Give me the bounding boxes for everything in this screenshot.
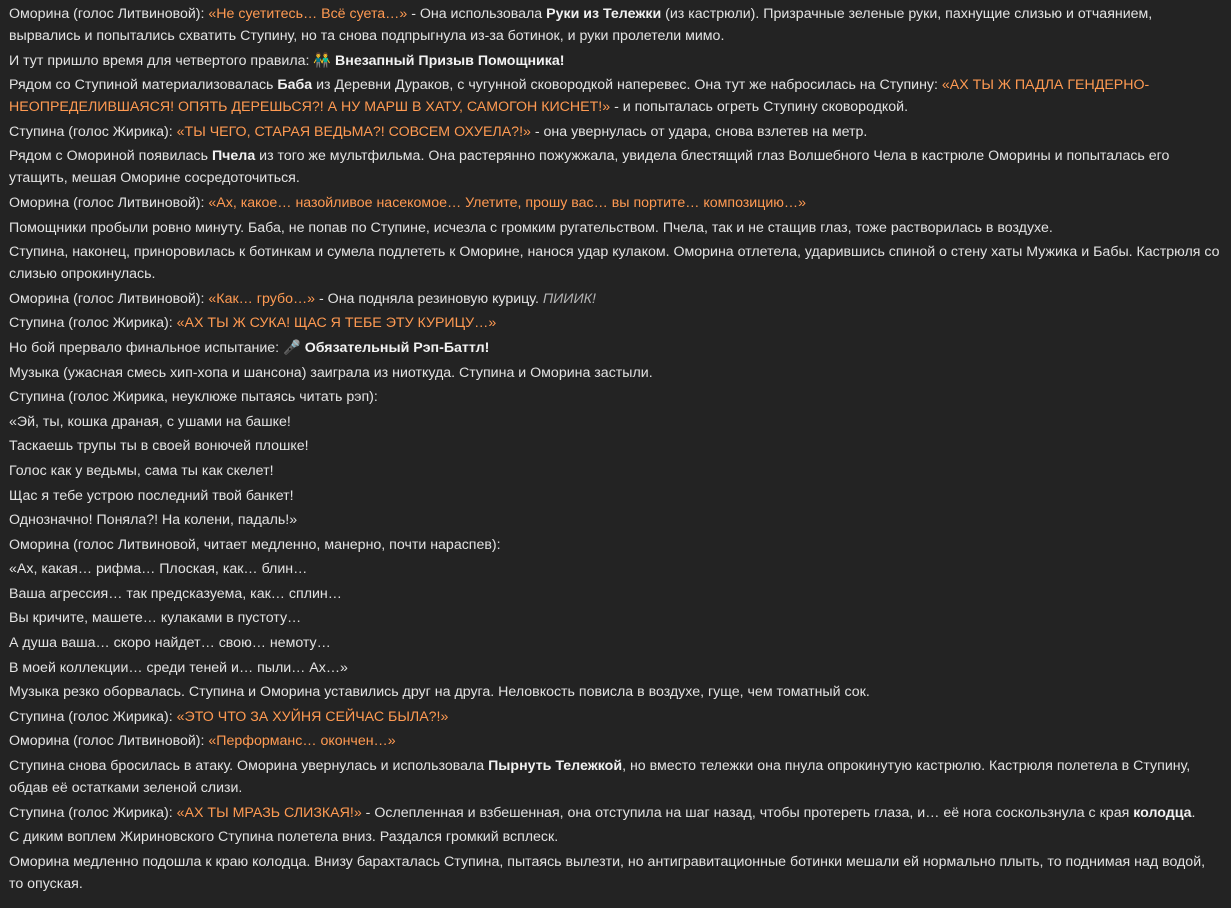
paragraph (9, 607, 1221, 629)
text-run: Помощники пробыли ровно минуту. Баба, не попав по Ступине, исчезла с громким ругательством. Пчела, так и не стащив глаз, тоже растворилась в воздухе. (9, 219, 1053, 236)
paragraph (9, 730, 1221, 752)
text-run: - Она использовала (407, 6, 547, 22)
text-run: Оморина (голос Литвиновой): (9, 194, 209, 211)
text-run: Однозначно! Поняла?! На колени, падаль!» (9, 512, 298, 529)
bold-text: Обязательный Рэп-Баттл! (304, 339, 490, 356)
text-run: , но вместо тележки она пнула опрокинутую кастрюлю. Кастрюля полетела в Ступину, обдав её остатками зеленой слизи. (9, 758, 1191, 797)
text-run: Ваша агрессия… так предсказуема, как… сплин… (9, 585, 342, 602)
paragraph (9, 288, 1221, 310)
paragraph (9, 435, 1221, 457)
bold-text: Пчела (211, 148, 256, 165)
paragraph (9, 121, 1221, 143)
bold-text: колодца (1133, 804, 1192, 821)
text-run: Оморина медленно подошла к краю колодца. Внизу барахталась Ступина, пытаясь вылезти, но антигравитационные ботинки мешали ей нормально плыть, то поднимая над водой, то опуская. (9, 853, 1206, 892)
text-run: Оморина (голос Литвиновой): (9, 6, 209, 22)
text-run: - она увернулась от удара, снова взлетев на метр. (530, 123, 868, 140)
text-run: «Эй, ты, кошка драная, с ушами на башке! (9, 413, 291, 430)
text-run: «Ах, какая… рифма… Плоская, как… блин… (9, 561, 308, 578)
paragraph (9, 337, 1221, 359)
text-run: Рядом с Омориной появилась (9, 148, 212, 165)
bold-text: Руки из Тележки (546, 6, 662, 22)
text-run: - Она подняла резиновую курицу. (315, 290, 543, 307)
text-run: (из кастрюли). Призрачные зеленые руки, пахнущие слизью и отчаянием, вырвались и попытались схватить Ступину, но та снова подпрыгнула из-за ботинок, и руки пролетели мимо. (9, 6, 1153, 44)
text-run: Ступина, наконец, приноровилась к ботинкам и сумела подлететь к Оморине, нанося удар кулаком. Оморина отлетела, ударившись спиной о стену хаты Мужика и Бабы. Кастрюля со слизью опрокинулась. (9, 244, 1220, 283)
paragraph (9, 386, 1221, 408)
text-run: Ступина (голос Жирика): (9, 315, 177, 332)
paragraph (9, 485, 1221, 507)
quote-text: «Ах, какое… назойливое насекомое… Улетите, прошу вас… вы портите… композицию…» (208, 194, 806, 211)
text-run: Рядом со Ступиной материализовалась (9, 77, 278, 94)
text-run: И тут пришло время для четвертого правила: 👬 (9, 52, 336, 69)
quote-text: «АХ ТЫ Ж ПАДЛА ГЕНДЕРНО-НЕОПРЕДЕЛИВШАЯСЯ! ОПЯТЬ ДЕРЕШЬСЯ?! А НУ МАРШ В ХАТУ, САМОГОН КИСНЕТ!» (9, 77, 1150, 116)
paragraph (9, 558, 1221, 580)
text-run: - и попыталась огреть Ступину сковородкой. (610, 99, 909, 116)
text-run: С диким воплем Жириновского Ступина полетела вниз. Раздался громкий всплеск. (9, 829, 559, 846)
paragraph (9, 583, 1221, 605)
paragraph (9, 362, 1221, 384)
text-run: Вы кричите, машете… кулаками в пустоту… (9, 610, 302, 627)
text-run: В моей коллекции… среди теней и… пыли… Ах…» (9, 659, 348, 676)
bold-text: Баба (277, 77, 313, 94)
text-run: Ступина (голос Жирика, неуклюже пытаясь читать рэп): (9, 389, 378, 406)
quote-text: «ТЫ ЧЕГО, СТАРАЯ ВЕДЬМА?! СОВСЕМ ОХУЕЛА?!» (176, 123, 531, 140)
text-run: Оморина (голос Литвиновой, читает медленно, манерно, почти нараспев): (9, 536, 501, 553)
quote-text: «АХ ТЫ МРАЗЬ СЛИЗКАЯ!» (176, 804, 362, 821)
quote-text: «Перформанс… окончен…» (208, 733, 396, 750)
paragraph (9, 851, 1221, 895)
quote-text: «АХ ТЫ Ж СУКА! ЩАС Я ТЕБЕ ЭТУ КУРИЦУ…» (176, 315, 497, 332)
text-run: Ступина (голос Жирика): (9, 123, 177, 140)
text-run: Музыка (ужасная смесь хип-хопа и шансона) заиграла из ниоткуда. Ступина и Оморина застыли. (9, 364, 653, 381)
paragraph (9, 192, 1221, 214)
text-run: из того же мультфильма. Она растерянно пожужжала, увидела блестящий глаз Волшебного Чела в кастрюле Оморины и попыталась его утащить, мешая Оморине сосредоточиться. (9, 148, 1170, 187)
text-run: из Деревни Дураков, с чугунной сковородкой наперевес. Она тут же набросилась на Ступину: (312, 77, 942, 94)
paragraph (9, 681, 1221, 703)
text-run: . (1191, 804, 1196, 821)
paragraph (9, 411, 1221, 433)
italic-text: ПИИИК! (542, 290, 596, 307)
text-run: Ступина (голос Жирика): (9, 708, 177, 725)
quote-text: «Не суетитесь… Всё суета…» (208, 6, 408, 22)
paragraph (9, 241, 1221, 285)
text-run: Но бой прервало финальное испытание: 🎤 (9, 339, 305, 356)
paragraph (9, 460, 1221, 482)
bold-text: Внезапный Призыв Помощника! (335, 52, 565, 69)
bold-text: Пырнуть Тележкой (488, 758, 623, 775)
paragraph (9, 217, 1221, 239)
text-run: Ступина снова бросилась в атаку. Оморина увернулась и использовала (9, 758, 489, 775)
paragraph (9, 826, 1221, 848)
paragraph (9, 657, 1221, 679)
paragraph (9, 145, 1221, 189)
paragraph (9, 3, 1221, 47)
paragraph (9, 755, 1221, 799)
paragraph (9, 802, 1221, 824)
text-run: Голос как у ведьмы, сама ты как скелет! (9, 462, 274, 479)
text-run: Таскаешь трупы ты в своей вонючей плошке! (9, 438, 309, 455)
paragraph (9, 706, 1221, 728)
text-run: Оморина (голос Литвиновой): (9, 733, 209, 750)
paragraph (9, 74, 1221, 118)
paragraph (9, 534, 1221, 556)
text-run: Оморина (голос Литвиновой): (9, 290, 209, 307)
text-run: - Ослепленная и взбешенная, она отступила на шаг назад, чтобы протереть глаза, и… её нога соскользнула с края (361, 804, 1134, 821)
text-run: Щас я тебе устрою последний твой банкет! (9, 487, 294, 504)
paragraph (9, 632, 1221, 654)
paragraph (9, 509, 1221, 531)
paragraph (9, 312, 1221, 334)
quote-text: «ЭТО ЧТО ЗА ХУЙНЯ СЕЙЧАС БЫЛА?!» (176, 708, 449, 725)
text-run: Музыка резко оборвалась. Ступина и Оморина уставились друг на друга. Неловкость повисла в воздухе, гуще, чем томатный сок. (9, 684, 870, 701)
quote-text: «Как… грубо…» (208, 290, 316, 307)
text-run: А душа ваша… скоро найдет… свою… немоту… (9, 635, 331, 652)
paragraph (9, 50, 1221, 72)
text-run: Ступина (голос Жирика): (9, 804, 177, 821)
